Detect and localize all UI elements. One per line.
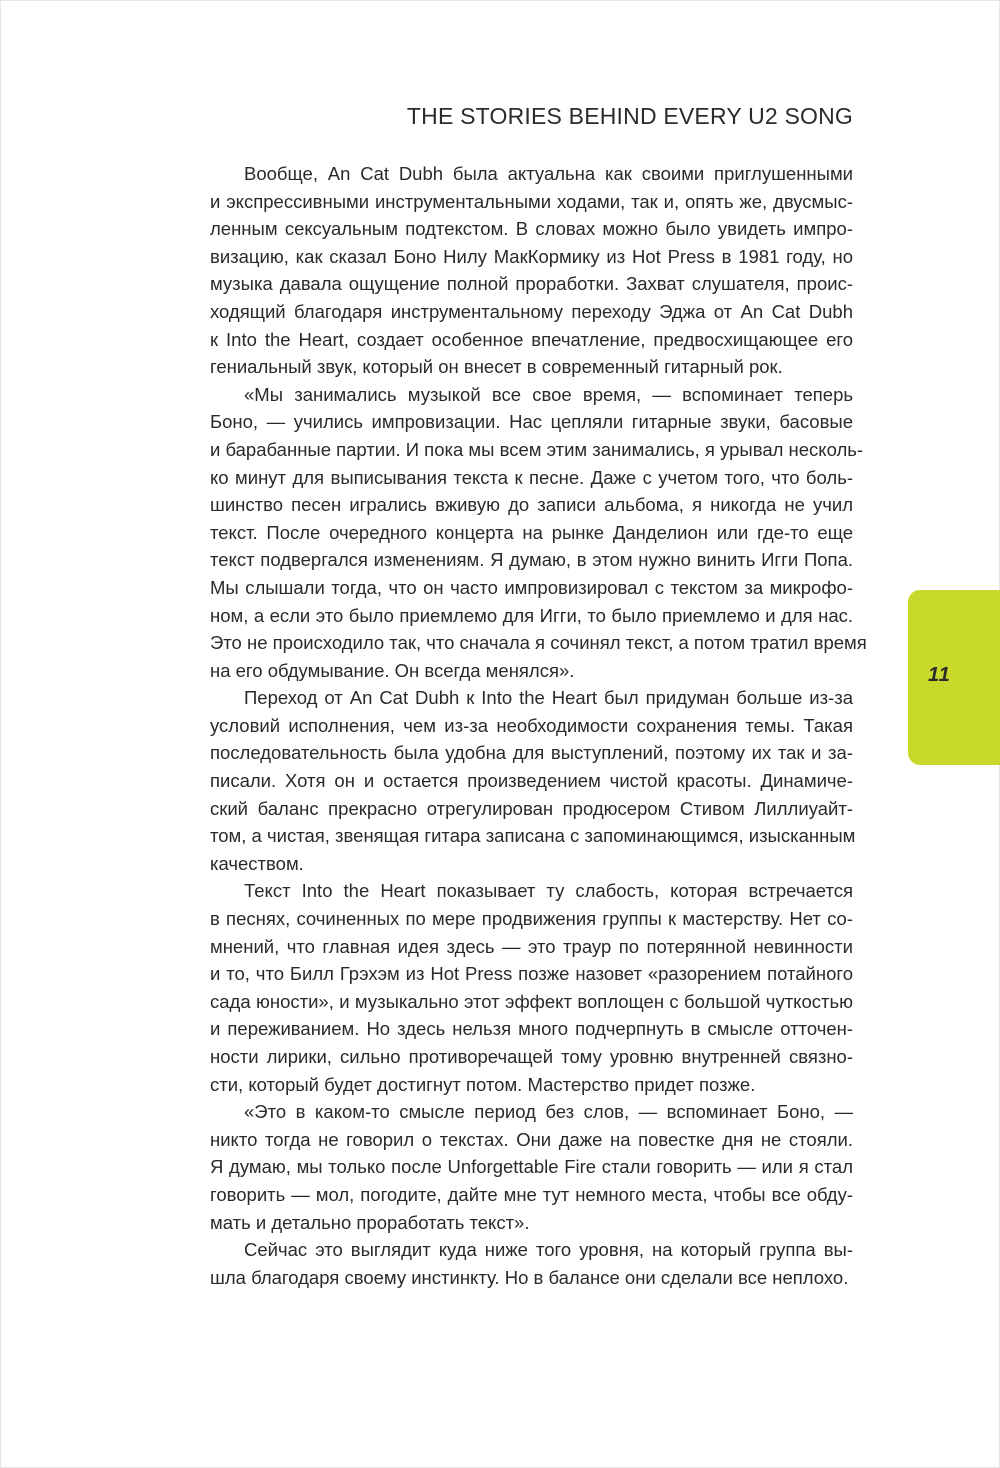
paragraph [210, 684, 856, 877]
text-line: текст. После очередного концерта на рынке Данделион или где-то еще [210, 521, 853, 543]
running-head: THE STORIES BEHIND EVERY U2 SONG [406, 103, 853, 129]
text-line: мать и детально проработать текст». [210, 1211, 530, 1233]
text-line: том, а чистая, звенящая гитара записана с запоминающимся, изысканным [210, 825, 856, 847]
text-line: сада юности», и музыкально этот эффект воплощен с большой чуткостью [210, 990, 853, 1012]
paragraph [210, 1098, 853, 1236]
text-line: и то, что Билл Грэхэм из Hot Press позже назовет «разорением потайного [210, 963, 853, 985]
text-line: и экспрессивными инструментальными ходами, так и, опять же, двусмыс- [210, 190, 853, 212]
text-line: Я думаю, мы только после Unforgettable Fire стали говорить — или я стал [210, 1156, 853, 1178]
text-line: и переживанием. Но здесь нельзя много подчерпнуть в смысле отточен- [210, 1018, 853, 1040]
text-line: «Мы занимались музыкой все свое время, — вспоминает теперь [244, 383, 853, 405]
text-line: условий исполнения, чем из-за необходимости сохранения темы. Такая [210, 714, 853, 736]
paragraph [210, 1236, 853, 1291]
text-line: к Into the Heart, создает особенное впечатление, предвосхищающее его [210, 328, 853, 350]
text-line: Сейчас это выглядит куда ниже того уровня, на который группа вы- [244, 1239, 853, 1261]
text-line: ходящий благодаря инструментальному переходу Эджа от An Cat Dubh [210, 300, 853, 322]
text-line: гениальный звук, который он внесет в современный гитарный рок. [210, 356, 783, 378]
body-text [210, 160, 867, 1291]
text-line: сти, который будет достигнут потом. Мастерство придет позже. [210, 1073, 756, 1095]
text-line: никто тогда не говорил о текстах. Они даже на повестке дня не стояли. [210, 1128, 853, 1150]
text-line: и барабанные партии. И пока мы всем этим занимались, я урывал несколь- [210, 438, 864, 460]
text-line: Переход от An Cat Dubh к Into the Heart был придуман больше из-за [244, 687, 853, 709]
text-line: мнений, что главная идея здесь — это траур по потерянной невинности [210, 935, 853, 957]
text-line: ном, а если это было приемлемо для Игги, то было приемлемо и для нас. [210, 604, 853, 626]
text-line: писали. Хотя он и остается произведением чистой красоты. Динамиче- [210, 770, 853, 792]
text-line: говорить — мол, погодите, дайте мне тут немного места, чтобы все обду- [210, 1183, 853, 1205]
chapter-tab [908, 590, 1000, 765]
text-line: Текст Into the Heart показывает ту слабость, которая встречается [244, 880, 853, 902]
paragraph [210, 381, 867, 685]
text-line: ский баланс прекрасно отрегулирован продюсером Стивом Лиллиуайт- [210, 797, 853, 819]
text-line: Боно, — учились импровизации. Нас цепляли гитарные звуки, басовые [210, 411, 853, 433]
text-line: качеством. [210, 852, 304, 874]
text-line: ленным сексуальным подтекстом. В словах можно было увидеть импро- [210, 218, 853, 240]
text-line: Вообще, An Cat Dubh была актуальна как своими приглушенными [244, 163, 853, 184]
text-line: последовательность была удобна для выступлений, поэтому их так и за- [210, 742, 853, 764]
text-line: Это не происходило так, что сначала я сочинял текст, а потом тратил время [210, 632, 867, 654]
text-line: шинство песен игрались вживую до записи альбома, я никогда не учил [210, 494, 853, 516]
text-line: текст подвергался изменениям. Я думаю, в этом нужно винить Игги Попа. [210, 549, 853, 571]
paragraph [210, 160, 853, 381]
page-number: 11 [928, 664, 951, 686]
text-line: Мы слышали тогда, что он часто импровизировал с текстом за микрофо- [210, 576, 853, 598]
paragraph [210, 877, 853, 1098]
text-line: в песнях, сочиненных по мере продвижения группы к мастерству. Нет со- [210, 908, 853, 930]
text-line: шла благодаря своему инстинкту. Но в балансе они сделали все неплохо. [210, 1266, 849, 1288]
text-line: «Это в каком-то смысле период без слов, — вспоминает Боно, — [244, 1101, 853, 1123]
text-line: ности лирики, сильно противоречащей тому уровню внутренней связно- [210, 1046, 853, 1067]
text-line: визацию, как сказал Боно Нилу МакКормику из Hot Press в 1981 году, но [210, 245, 853, 267]
text-line: на его обдумывание. Он всегда менялся». [210, 659, 575, 681]
text-line: музыка давала ощущение полной проработки. Захват слушателя, проис- [210, 273, 853, 295]
text-line: ко минут для выписывания текста к песне. Даже с учетом того, что боль- [210, 466, 853, 488]
